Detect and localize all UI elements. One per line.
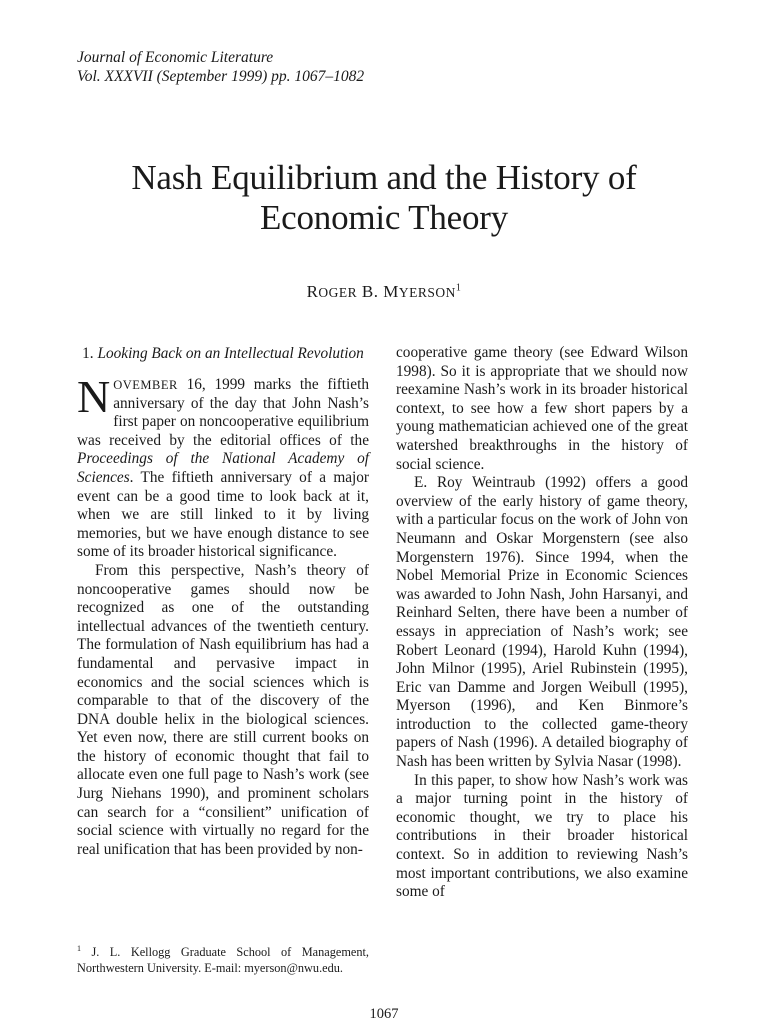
title-line-2: Economic Theory [259, 198, 509, 237]
journal-name: Journal of Economic Literature [77, 49, 274, 66]
author-middle: B. [357, 282, 384, 301]
section-title: Looking Back on an Intellectual Revolution [97, 345, 364, 362]
paragraph: E. Roy Weintraub (1992) offers a good overview of the early history of game theory, with a particular focus on the work of John von Neumann and Oskar Morgenstern (see also Morgenstern 1976). Since 1994, when the Nobel Memorial Prize in Economic Sciences was awarded to John Nash, John Harsanyi, and Reinhard Selten, there have been a number of essays in appreciation of Nash’s work; see Robert Leonard (1994), Harold Kuhn (1994), John Milnor (1995), Ariel Rubinstein (1995), Eric van Damme and Jorgen Weibull (1995), Myerson (1996), and Ken Binmore’s introduction to the collected game-theory papers of Nash (1996). A detailed biography of Nash has been written by Sylvia Nasar (1998). [396, 474, 688, 771]
title-line-1: Nash Equilibrium and the History of [131, 158, 637, 197]
author-byline [0, 282, 768, 302]
footnote [77, 941, 369, 976]
footnote-text: J. L. Kellogg Graduate School of Management, Northwestern University. E-mail: myerson@nwu.edu. [77, 945, 369, 975]
paragraph: cooperative game theory (see Edward Wilson 1998). So it is appropriate that we should now reexamine Nash’s work in its broader historical context, to see how a few short papers by a young mathematician achieved one of the great watershed breakthroughs in the history of social science. [396, 344, 688, 473]
drop-cap: N [77, 371, 111, 422]
journal-citation: Proceedings of the National Academy of Sciences [77, 450, 369, 486]
section-heading [77, 344, 369, 363]
footnote-mark: 1 [77, 944, 81, 953]
author-last-smallcaps: YERSON [398, 285, 456, 300]
left-column [77, 344, 369, 859]
paragraph: From this perspective, Nash’s theory of noncooperative games should now be recognized as one of the outstanding intellectual advances of the twentieth century. The formulation of Nash equilibrium has had a fundamental and pervasive impact in economics and the social sciences which is comparable to that of the discovery of the DNA double helix in the biological sciences. Yet even now, there are still current books on the history of economic thought that fail to allocate even one full page to Nash’s work (see Jurg Niehans 1990), and prominent scholars can search for a “consilient” unification of social science with virtually no regard for the real unification that has been provided by non- [77, 561, 369, 858]
section-number: 1. [82, 345, 94, 362]
smallcaps-lead: OVEMBER [113, 378, 178, 392]
volume-info: Vol. XXXVII (September 1999) pp. 1067–1082 [77, 68, 365, 85]
paragraph: In this paper, to show how Nash’s work was a major turning point in the history of economic thought, we try to place his contributions in their broader historical context. So in addition to reviewing Nash’s most important contributions, we also examine some of [396, 771, 688, 901]
author-initial-last: M [383, 282, 399, 301]
page-number: 1067 [369, 1006, 399, 1022]
author-first-smallcaps: OGER [318, 285, 358, 300]
article-title [0, 158, 768, 238]
paragraph-text: 16, 1999 marks the fiftieth anniversary of the day that John Nash’s first paper on noncooperative equilibrium was received by the editorial offices of the [77, 376, 369, 449]
author-footnote-mark: 1 [455, 282, 462, 294]
journal-header [77, 48, 364, 86]
author-initial-first: R [306, 282, 319, 301]
paragraph [77, 371, 369, 562]
right-column [396, 344, 688, 902]
paragraph-text: . The fiftieth anniversary of a major event can be a good time to look back at it, when we are still linked to it by living memories, but we have enough distance to see some of its broader historical significance. [77, 468, 369, 561]
